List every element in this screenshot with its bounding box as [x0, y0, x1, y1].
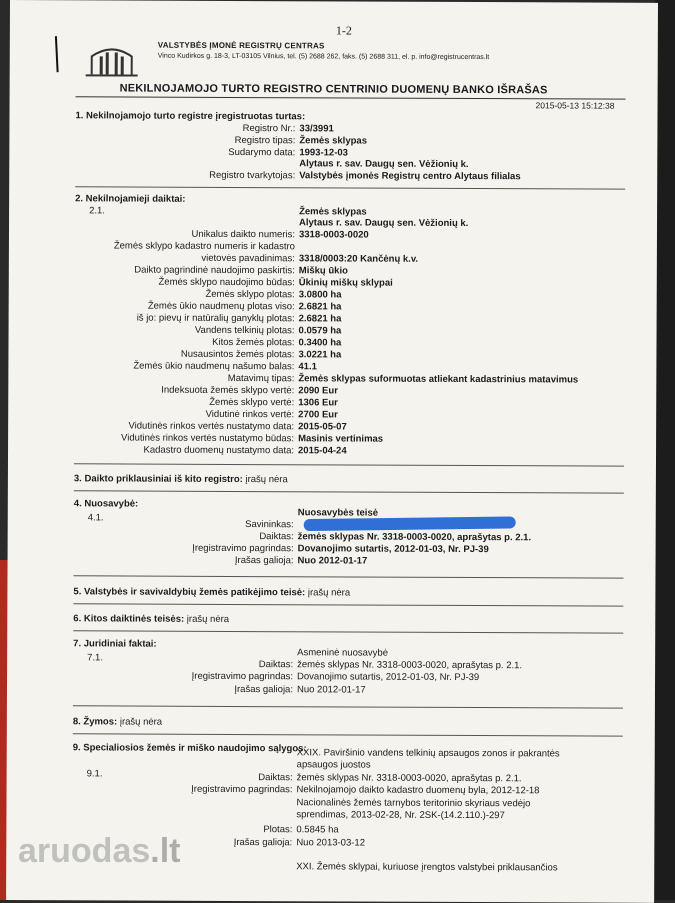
s1-row: Registro Nr.: 33/3991 [242, 123, 334, 135]
section-divider [74, 490, 624, 493]
s4-row: Įregistravimo pagrindas: Dovanojimo sutartis, 2012-01-03, Nr. PJ-39 [192, 542, 489, 556]
s9-header: XXIX. Paviršinio vandens telkinių apsaugos zonos ir pakrantės [296, 747, 560, 760]
section-3-note: įrašų nėra [245, 474, 288, 486]
s2-row: Daikto pagrindinė naudojimo paskirtis: Miškų ūkio [134, 264, 348, 277]
s2-row: Žemės sklypo kadastro numeris ir kadastro [113, 240, 295, 253]
section-3-title: 3. Daikto priklausiniai iš kito registro: įrašų nėra [73, 473, 288, 486]
section-4-title: 4. Nuosavybė: [73, 498, 139, 510]
section-divider [73, 733, 623, 736]
s2-header: Žemės sklypas [299, 206, 367, 218]
section-8-note: įrašų nėra [119, 716, 163, 728]
dark-background-edge [655, 0, 675, 900]
s2-row: Žemės sklypo plotas: 3.0800 ha [205, 288, 342, 301]
page-number: 1-2 [335, 23, 352, 38]
section-9-title: 9. Specialiosios žemės ir miško naudojimo sąlygos: [72, 742, 307, 755]
item-number: 4.1. [87, 512, 104, 524]
section-2-title: 2. Nekilnojamieji daiktai: [75, 193, 186, 205]
s4-row: Savininkas: [245, 519, 294, 531]
s1-row: Registro tvarkytojas: Valstybės įmonės Registrų centro Alytaus filialas [209, 169, 521, 183]
registru-centras-logo [82, 44, 142, 78]
section-divider [75, 186, 625, 189]
organization-name: VALSTYBĖS ĮMONĖ REGISTRŲ CENTRAS [157, 40, 325, 51]
section-divider [73, 630, 623, 633]
section-divider [73, 705, 623, 708]
s1-row: Registro tipas: Žemės sklypas [234, 134, 368, 147]
s2-row: Žemės sklypo naudojimo būdas: Ūkinių miškų sklypai [158, 276, 393, 289]
s1-row: Alytaus r. sav. Daugų sen. Vėžionių k. [299, 158, 469, 171]
section-1-title: 1. Nekilnojamojo turto registre įregistruotas turtas: [75, 110, 306, 123]
section-5-note: įrašų nėra [307, 587, 351, 599]
s2-row: Kadastro duomenų nustatymo data: 2015-04-24 [143, 444, 347, 457]
s2-row: Matavimų tipas: Žemės sklypas suformuotas atliekant kadastrinius matavimus [227, 372, 579, 386]
s9-row: Plotas: 0.5845 ha [263, 824, 339, 836]
item-number: 7.1. [87, 652, 104, 664]
s9-row: Daiktas: žemės sklypas Nr. 3318-0003-0020, aprašytas p. 2.1. [258, 772, 522, 785]
s9-row: Įregistravimo pagrindas: Nekilnojamojo daikto kadastro duomenų byla, 2012-12-18 [191, 783, 540, 797]
s2-header: Alytaus r. sav. Daugų sen. Vėžionių k. [299, 217, 469, 230]
s2-row: Žemės sklypo vertė: 1306 Eur [209, 396, 338, 409]
s2-row: Vandens telkinių plotas: 0.0579 ha [194, 324, 342, 337]
s2-row: Žemės ūkio naudmenų plotas viso: 2.6821 ha [147, 300, 342, 313]
s9-row: Įrašas galioja: Nuo 2013-03-12 [233, 836, 366, 849]
document-sheet [6, 0, 658, 903]
item-number: 2.1. [89, 205, 105, 217]
s9-row: Nacionalinės žemės tarnybos teritorinio skyriaus vedėjo [296, 797, 531, 810]
item-number: 9.1. [86, 768, 103, 780]
title-rule [76, 96, 626, 99]
s2-row: Kitos žemės plotas: 0.3400 ha [212, 336, 342, 349]
s2-row: Unikalus daikto numeris: 3318-0003-0020 [191, 228, 369, 241]
s4-header: Nuosavybės teisė [297, 507, 379, 519]
section-8-title: 8. Žymos: įrašų nėra [72, 716, 163, 728]
s2-row: iš jo: pievų ir natūralių ganyklų plotas: 2.6821 ha [136, 312, 342, 325]
s2-row: Vidutinė rinkos vertė: 2700 Eur [205, 408, 338, 421]
timestamp: 2015-05-13 15:12:38 [535, 100, 615, 111]
s1-row: Sudarymo data: 1993-12-03 [228, 146, 348, 159]
section-divider [73, 575, 623, 578]
s2-row: Žemės ūkio naudmenų našumo balas: 41.1 [133, 360, 317, 373]
s4-row: Daiktas: žemės sklypas Nr. 3318-0003-0020, aprašytas p. 2.1. [259, 531, 532, 544]
aruodas-watermark: aruodas.lt [18, 832, 181, 870]
document-title: NEKILNOJAMOJO TURTO REGISTRO CENTRINIO DUOMENŲ BANKO IŠRAŠAS [119, 82, 548, 97]
s7-row: Daiktas: žemės sklypas Nr. 3318-0003-0020, aprašytas p. 2.1. [258, 659, 523, 672]
handwritten-mark [55, 36, 59, 72]
s7-header: Asmeninė nuosavybė [297, 647, 389, 659]
section-5-title: 5. Valstybės ir savivaldybių žemės patikėjimo teisė: įrašų nėra [73, 586, 351, 599]
s9-header: apsaugos juostos [296, 759, 371, 771]
s7-row: Įregistravimo pagrindas: Dovanojimo sutartis, 2012-01-03, Nr. PJ-39 [191, 670, 480, 684]
s2-row: Vidutinės rinkos vertės nustatymo data: 2015-05-07 [128, 420, 347, 433]
section-6-note: įrašų nėra [186, 613, 230, 625]
s2-row: Indeksuota žemės sklypo vertė: 2090 Eur [161, 384, 338, 397]
s2-row: Nusausintos žemės plotas: 3.0221 ha [180, 348, 342, 361]
section-divider [73, 603, 623, 606]
s9-footer: XXI. Žemės sklypai, kuriuose įrengtos valstybei priklausančios [296, 861, 558, 874]
s2-row: Vidutinės rinkos vertės nustatymo būdas: Masinis vertinimas [121, 432, 384, 445]
section-6-title: 6. Kitos daiktinės teisės: įrašų nėra [73, 613, 230, 625]
s7-row: Įrašas galioja: Nuo 2012-01-17 [234, 683, 366, 696]
s2-row: vietovės pavadinimas: 3318/0003:20 Kančėnų k.v. [201, 252, 419, 265]
organization-address: Vinco Kudirkos g. 18-3, LT-03105 Vilnius, tel. (5) 2688 262, faks. (5) 2688 311, el. p. info@registrucentras.lt [157, 52, 490, 62]
section-divider [74, 463, 624, 466]
section-7-title: 7. Juridiniai faktai: [73, 638, 157, 650]
s4-row: Įrašas galioja: Nuo 2012-01-17 [234, 554, 368, 567]
s9-row: sprendimas, 2013-02-28, Nr. 2SK-(14.2.110.)-297 [296, 809, 505, 822]
